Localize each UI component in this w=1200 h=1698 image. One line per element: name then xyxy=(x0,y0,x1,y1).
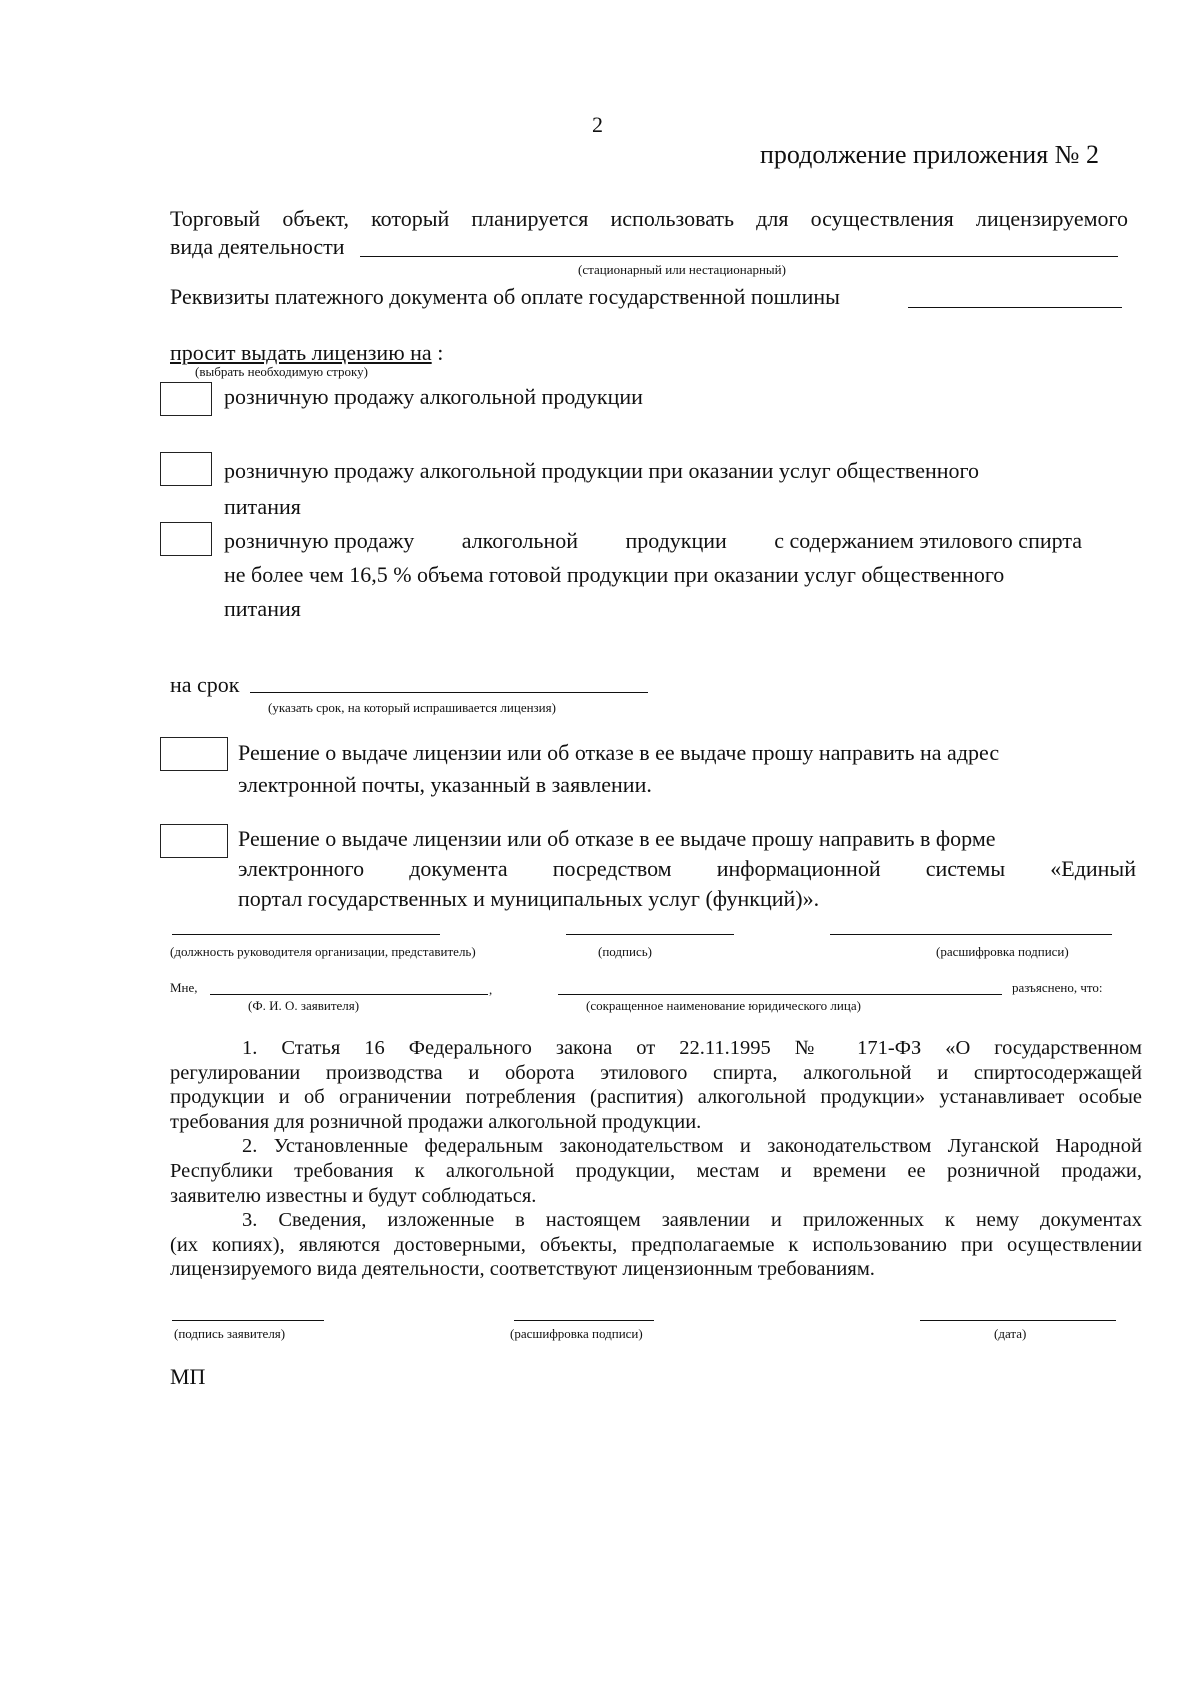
option-2-checkbox[interactable] xyxy=(160,452,212,486)
applicant-decoding-caption: (расшифровка подписи) xyxy=(510,1326,643,1341)
trade-object-line1: Торговый объект, который планируется использовать для осуществления лицензируемого xyxy=(170,206,1128,231)
org-name-field[interactable] xyxy=(558,994,1002,995)
clause-3-line-2: (их копиях), являются достоверными, объекты, предполагаемые к использованию при осуществлении xyxy=(170,1233,1142,1256)
option-3-text-2: не более чем 16,5 % объема готовой продукции при оказании услуг общественного xyxy=(224,562,1005,587)
clause-1-line-1: 1. Статья 16 Федерального закона от 22.11.1995 № 171-ФЗ «О государственном xyxy=(242,1037,1142,1059)
payment-label: Реквизиты платежного документа об оплате государственной пошлины xyxy=(170,284,840,309)
option-1-checkbox[interactable] xyxy=(160,382,212,416)
explained-label: разъяснено, что: xyxy=(1012,980,1103,995)
clause-2-line-3: заявителю известны и будут соблюдаться. xyxy=(170,1184,537,1207)
date-caption: (дата) xyxy=(994,1326,1027,1341)
position-caption: (должность руководителя организации, представитель) xyxy=(170,944,476,959)
option-3-word: розничную продажу xyxy=(224,528,415,553)
option-2-text-2: питания xyxy=(224,494,301,519)
page-number: 2 xyxy=(592,112,603,137)
option-3-word: с содержанием этилового спирта xyxy=(774,528,1082,553)
date-field[interactable] xyxy=(920,1320,1116,1321)
me-comma: , xyxy=(489,982,493,997)
portal-word: документа xyxy=(409,856,508,881)
portal-text-1: Решение о выдаче лицензии или об отказе в ее выдаче прошу направить в форме xyxy=(238,826,996,851)
portal-word: системы xyxy=(925,856,1006,881)
applicant-signature-field[interactable] xyxy=(172,1320,324,1321)
clauses xyxy=(170,1036,1142,1282)
option-3-word: алкогольной xyxy=(461,528,579,553)
request-title-row xyxy=(170,340,443,366)
clause-1-line-4: требования для розничной продажи алкогольной продукции. xyxy=(170,1110,702,1133)
trade-object-line2: вида деятельности xyxy=(170,234,345,259)
option-3-text-1 xyxy=(224,528,1082,554)
position-field[interactable] xyxy=(172,934,440,935)
signature-field[interactable] xyxy=(566,934,734,935)
payment-field[interactable] xyxy=(908,307,1122,308)
term-label: на срок xyxy=(170,672,240,697)
me-label: Мне, xyxy=(170,980,198,995)
request-colon: : xyxy=(431,340,444,365)
option-3-text-3: питания xyxy=(224,596,301,621)
term-field[interactable] xyxy=(250,692,648,693)
clause-3-line-1: 3. Сведения, изложенные в настоящем заявлении и приложенных к нему документах xyxy=(242,1209,1142,1232)
portal-word: электронного xyxy=(238,856,365,881)
portal-word: посредством xyxy=(552,856,672,881)
clause-1-line-3: продукции и об ограничении потребления (распития) алкогольной продукции» устанавливает особые xyxy=(170,1086,1142,1109)
portal-text-3: портал государственных и муниципальных услуг (функций)». xyxy=(238,886,820,911)
portal-word: информационной xyxy=(716,856,881,881)
email-checkbox[interactable] xyxy=(160,737,228,771)
clause-3-line-3: лицензируемого вида деятельности, соответствуют лицензионным требованиям. xyxy=(170,1258,875,1281)
email-text-1: Решение о выдаче лицензии или об отказе в ее выдаче прошу направить на адрес xyxy=(238,740,1000,765)
option-2-text-1: розничную продажу алкогольной продукции при оказании услуг общественного xyxy=(224,458,979,483)
applicant-decoding-field[interactable] xyxy=(514,1320,654,1321)
clause-1-line-2: регулировании производства и оборота этилового спирта, алкогольной и спиртосодержащей xyxy=(170,1061,1142,1084)
option-3-checkbox[interactable] xyxy=(160,522,212,556)
fio-caption: (Ф. И. О. заявителя) xyxy=(248,998,360,1013)
term-caption: (указать срок, на который испрашивается лицензия) xyxy=(268,700,556,715)
request-hint: (выбрать необходимую строку) xyxy=(195,364,368,379)
email-text-2: электронной почты, указанный в заявлении. xyxy=(238,772,652,797)
org-caption: (сокращенное наименование юридического лица) xyxy=(586,998,861,1013)
appendix-title: продолжение приложения № 2 xyxy=(760,140,1099,169)
trade-object-caption: (стационарный или нестационарный) xyxy=(578,262,786,277)
decoding-caption: (расшифровка подписи) xyxy=(936,944,1069,959)
portal-word: «Единый xyxy=(1050,856,1136,881)
request-title: просит выдать лицензию на xyxy=(170,340,432,365)
portal-text-2 xyxy=(238,856,1136,882)
trade-object-field[interactable] xyxy=(360,256,1118,257)
stamp-label: МП xyxy=(170,1364,206,1389)
signature-caption: (подпись) xyxy=(598,944,652,959)
fio-field[interactable] xyxy=(210,994,488,995)
clause-2-line-1: 2. Установленные федеральным законодательством и законодательством Луганской Народной xyxy=(242,1135,1142,1158)
option-3-word: продукции xyxy=(625,528,727,553)
clause-2-line-2: Республики требования к алкогольной продукции, местам и времени ее розничной продажи, xyxy=(170,1159,1142,1182)
option-1-text: розничную продажу алкогольной продукции xyxy=(224,384,643,409)
applicant-signature-caption: (подпись заявителя) xyxy=(174,1326,286,1341)
portal-checkbox[interactable] xyxy=(160,824,228,858)
decoding-field[interactable] xyxy=(830,934,1112,935)
